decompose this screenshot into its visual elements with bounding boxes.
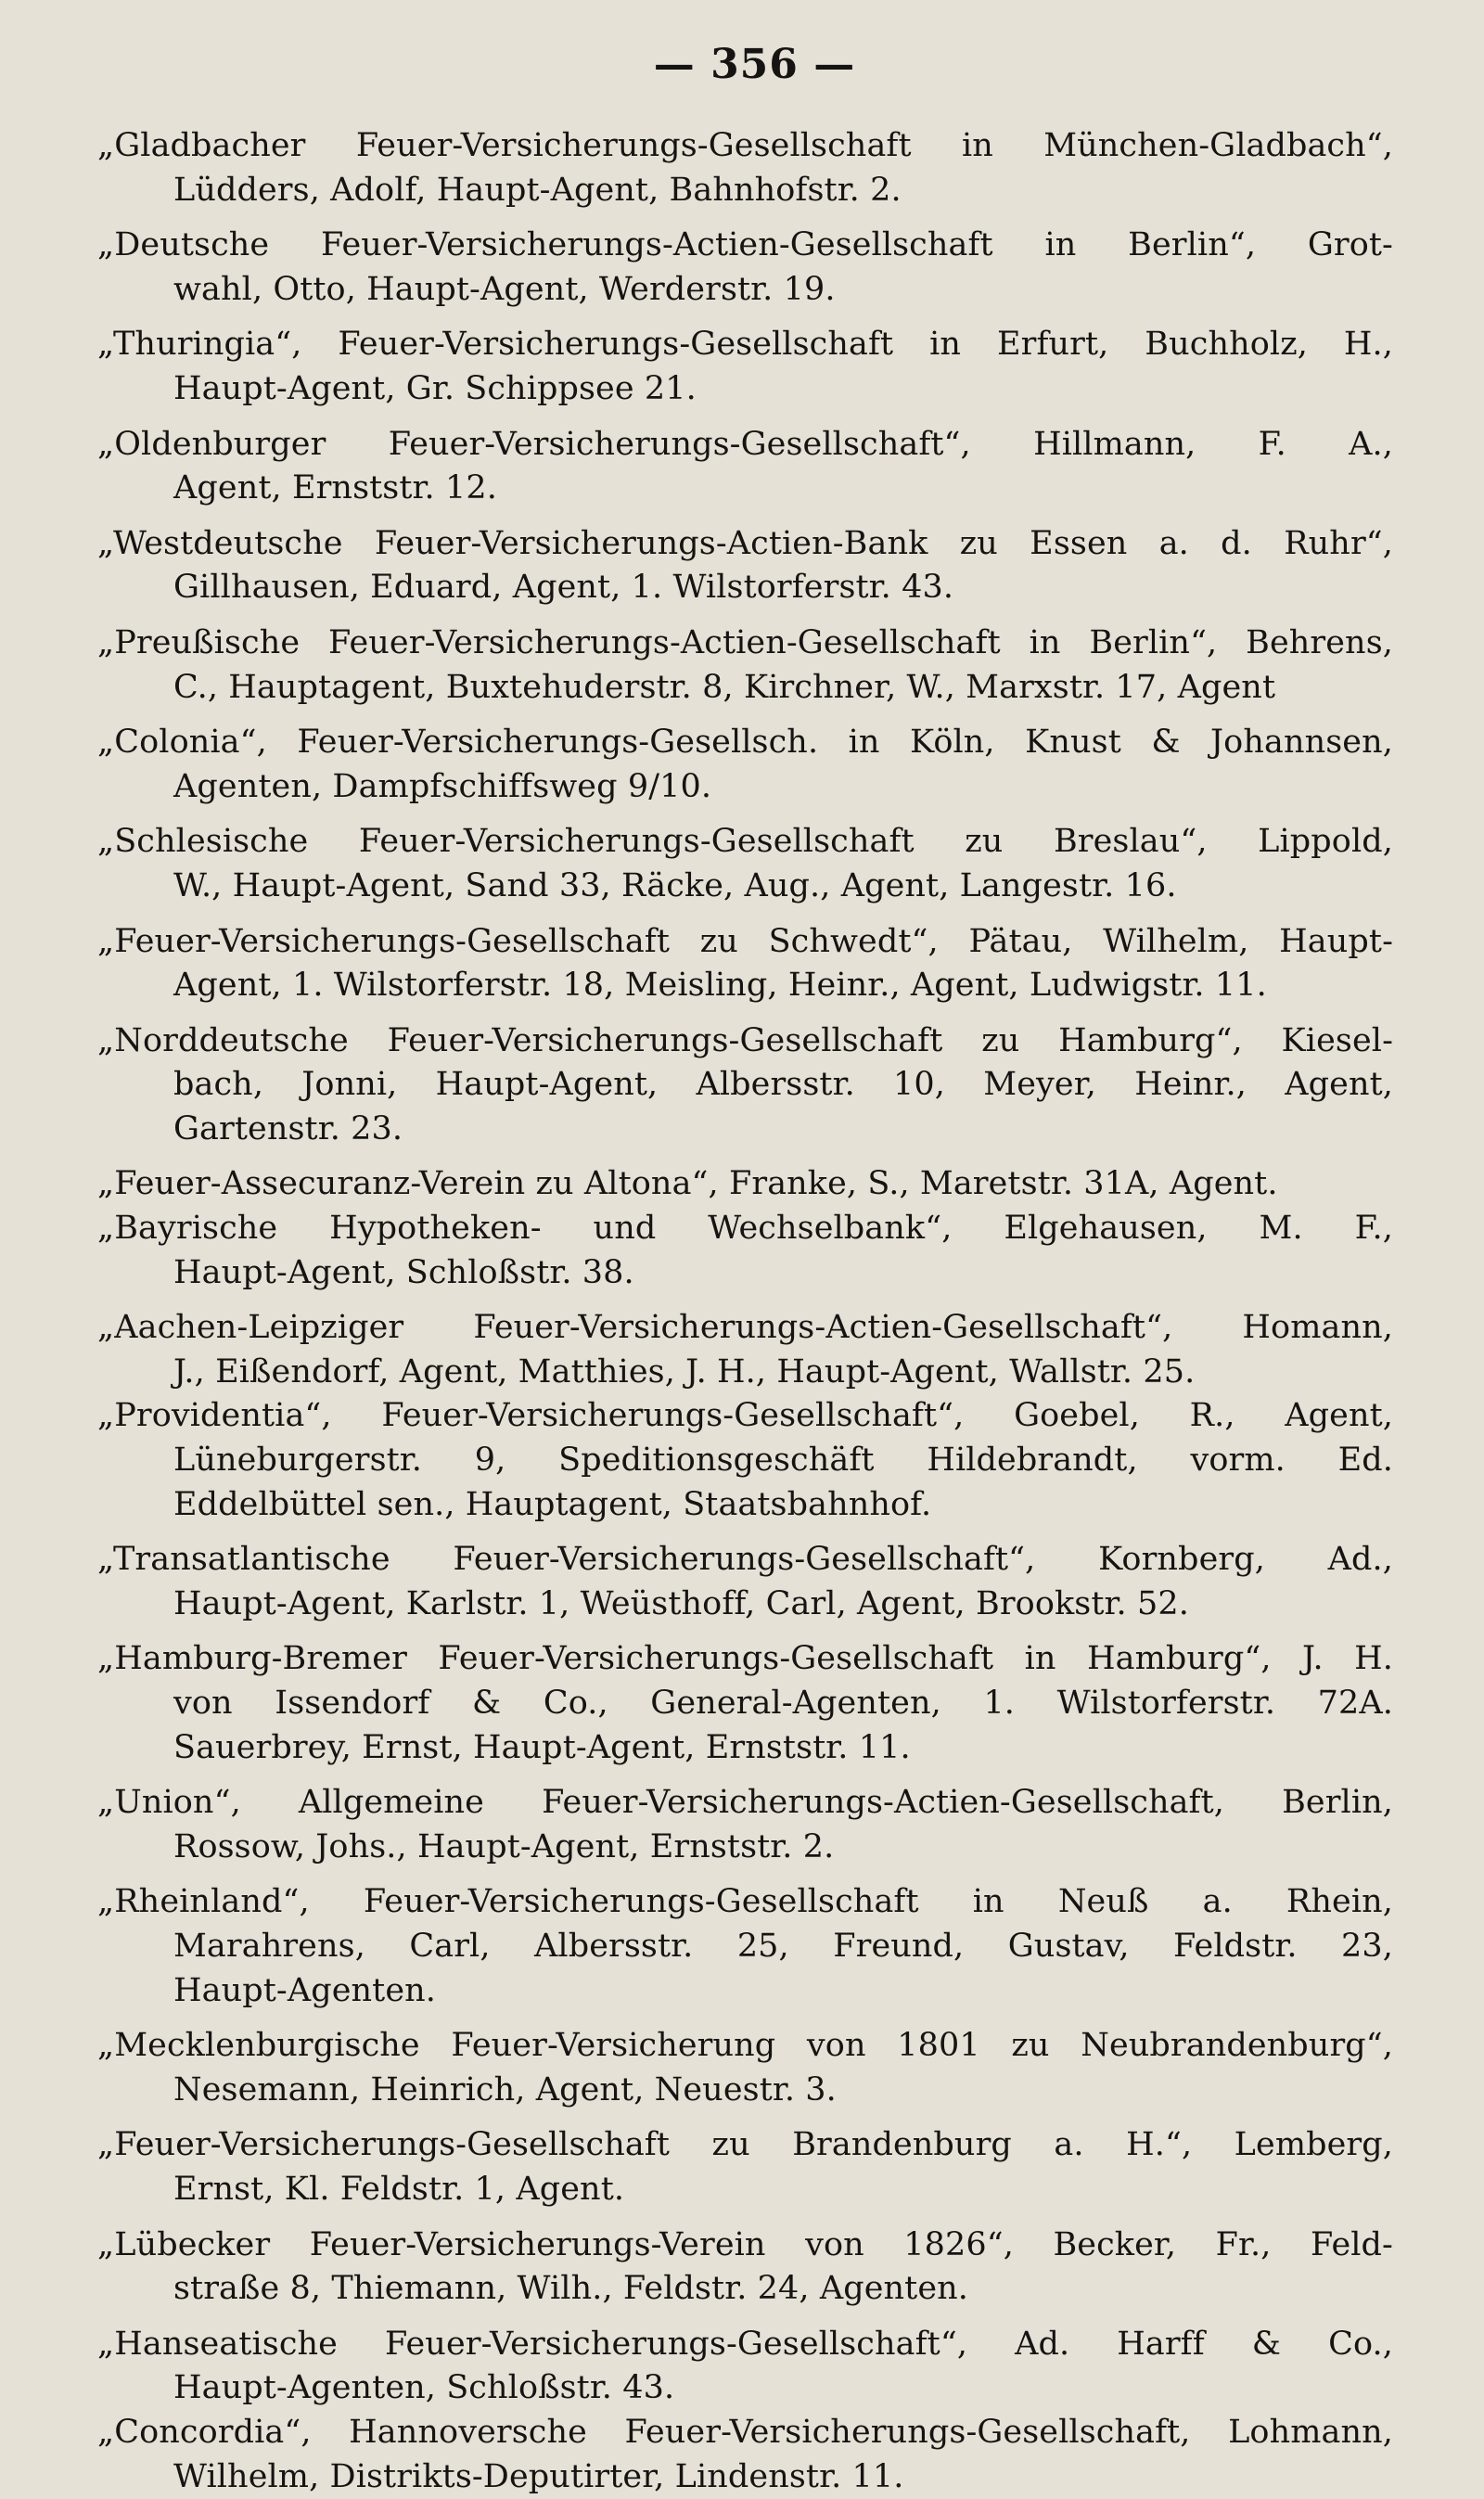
list-item <box>97 1538 1393 1626</box>
entry-heading-line: „Hanseatische Feuer-Versicherungs-Gesellschaft“, Ad. Harff & Co., <box>97 2323 1393 2367</box>
entry-heading-line: „Colonia“, Feuer-Versicherungs-Gesellsch. in Köln, Knust & Johannsen, <box>97 721 1393 765</box>
list-item <box>97 920 1393 1008</box>
entry-continuation-line: W., Haupt-Agent, Sand 33, Räcke, Aug., Agent, Langestr. 16. <box>97 865 1393 909</box>
entry-continuation-line: Lüneburgerstr. 9, Speditionsgeschäft Hildebrandt, vorm. Ed. <box>97 1439 1393 1483</box>
entry-continuation-line: Nesemann, Heinrich, Agent, Neuestr. 3. <box>97 2069 1393 2113</box>
list-item <box>97 2123 1393 2211</box>
entry-heading-line: „Feuer-Versicherungs-Gesellschaft zu Schwedt“, Pätau, Wilhelm, Haupt- <box>97 920 1393 965</box>
entry-heading-line: „Schlesische Feuer-Versicherungs-Gesellschaft zu Breslau“, Lippold, <box>97 820 1393 865</box>
entry-continuation-line: Haupt-Agent, Schloßstr. 38. <box>97 1251 1393 1296</box>
entry-heading-line: „Bayrische Hypotheken- und Wechselbank“, Elgehausen, M. F., <box>97 1207 1393 1251</box>
list-item <box>97 224 1393 312</box>
list-item <box>97 820 1393 908</box>
entry-heading-line: „Aachen-Leipziger Feuer-Versicherungs-Actien-Gesellschaft“, Homann, <box>97 1306 1393 1351</box>
list-item <box>97 721 1393 809</box>
list-item <box>97 2223 1393 2312</box>
entry-continuation-line: Gillhausen, Eduard, Agent, 1. Wilstorferstr. 43. <box>97 566 1393 610</box>
entry-heading-line: „Hamburg-Bremer Feuer-Versicherungs-Gesellschaft in Hamburg“, J. H. <box>97 1637 1393 1682</box>
entry-continuation-line: Wilhelm, Distrikts-Deputirter, Lindenstr. 11. <box>97 2455 1393 2499</box>
entry-continuation-line: wahl, Otto, Haupt-Agent, Werderstr. 19. <box>97 268 1393 313</box>
entry-continuation-line: Sauerbrey, Ernst, Haupt-Agent, Ernststr. 11. <box>97 1726 1393 1771</box>
list-item <box>97 323 1393 411</box>
entry-continuation-line: straße 8, Thiemann, Wilh., Feldstr. 24, Agenten. <box>97 2267 1393 2312</box>
entry-continuation-line: Agent, 1. Wilstorferstr. 18, Meisling, Heinr., Agent, Ludwigstr. 11. <box>97 964 1393 1008</box>
entry-heading-line: „Westdeutsche Feuer-Versicherungs-Actien-Bank zu Essen a. d. Ruhr“, <box>97 522 1393 567</box>
entry-heading-line: „Feuer-Versicherungs-Gesellschaft zu Brandenburg a. H.“, Lemberg, <box>97 2123 1393 2168</box>
entry-heading-line: „Union“, Allgemeine Feuer-Versicherungs-Actien-Gesellschaft, Berlin, <box>97 1781 1393 1826</box>
entry-heading-line: „Norddeutsche Feuer-Versicherungs-Gesellschaft zu Hamburg“, Kiesel- <box>97 1019 1393 1064</box>
list-item <box>97 1306 1393 1527</box>
list-item <box>97 1781 1393 1869</box>
entry-continuation-line: Rossow, Johs., Haupt-Agent, Ernststr. 2. <box>97 1826 1393 1870</box>
entry-continuation-line: Haupt-Agenten, Schloßstr. 43. <box>97 2366 1393 2411</box>
entry-continuation-line: J., Eißendorf, Agent, Matthies, J. H., Haupt-Agent, Wallstr. 25. <box>97 1351 1393 1395</box>
entry-continuation-line: Ernst, Kl. Feldstr. 1, Agent. <box>97 2168 1393 2212</box>
entry-continuation-line: Lüdders, Adolf, Haupt-Agent, Bahnhofstr. 2. <box>97 169 1393 213</box>
entry-heading-line: „Rheinland“, Feuer-Versicherungs-Gesellschaft in Neuß a. Rhein, <box>97 1880 1393 1925</box>
insurance-agent-list <box>97 124 1393 2499</box>
entry-heading-line: „Preußische Feuer-Versicherungs-Actien-Gesellschaft in Berlin“, Behrens, <box>97 622 1393 666</box>
entry-heading-line: „Transatlantische Feuer-Versicherungs-Gesellschaft“, Kornberg, Ad., <box>97 1538 1393 1583</box>
entry-heading-line: „Gladbacher Feuer-Versicherungs-Gesellschaft in München-Gladbach“, <box>97 124 1393 169</box>
entry-heading-line: „Deutsche Feuer-Versicherungs-Actien-Gesellschaft in Berlin“, Grot- <box>97 224 1393 268</box>
entry-continuation-line: Haupt-Agenten. <box>97 1969 1393 2014</box>
entry-continuation-line: Agenten, Dampfschiffsweg 9/10. <box>97 765 1393 810</box>
list-item <box>97 1162 1393 1295</box>
list-item <box>97 124 1393 212</box>
entry-continuation-line: Eddelbüttel sen., Hauptagent, Staatsbahnhof. <box>97 1483 1393 1528</box>
entry-continuation-line: Gartenstr. 23. <box>97 1108 1393 1152</box>
entry-continuation-line: Marahrens, Carl, Albersstr. 25, Freund, Gustav, Feldstr. 23, <box>97 1925 1393 1969</box>
entry-continuation-line: von Issendorf & Co., General-Agenten, 1. Wilstorferstr. 72A. <box>97 1682 1393 1726</box>
entry-heading-line: „Concordia“, Hannoversche Feuer-Versicherungs-Gesellschaft, Lohmann, <box>97 2411 1393 2455</box>
entry-continuation-line: bach, Jonni, Haupt-Agent, Albersstr. 10, Meyer, Heinr., Agent, <box>97 1063 1393 1108</box>
list-item <box>97 522 1393 610</box>
entry-heading-line: „Oldenburger Feuer-Versicherungs-Gesellschaft“, Hillmann, F. A., <box>97 423 1393 468</box>
entry-continuation-line: C., Hauptagent, Buxtehuderstr. 8, Kirchner, W., Marxstr. 17, Agent <box>97 666 1393 711</box>
list-item <box>97 2024 1393 2112</box>
entry-continuation-line: Haupt-Agent, Karlstr. 1, Weüsthoff, Carl, Agent, Brookstr. 52. <box>97 1583 1393 1627</box>
entry-heading-line: „Feuer-Assecuranz-Verein zu Altona“, Franke, S., Maretstr. 31A, Agent. <box>97 1162 1393 1207</box>
list-item <box>97 1880 1393 2013</box>
page-number: — 356 — <box>97 37 1393 93</box>
entry-heading-line: „Thuringia“, Feuer-Versicherungs-Gesellschaft in Erfurt, Buchholz, H., <box>97 323 1393 367</box>
list-item <box>97 1637 1393 1770</box>
list-item <box>97 622 1393 710</box>
list-item <box>97 1019 1393 1152</box>
entry-continuation-line: Haupt-Agent, Gr. Schippsee 21. <box>97 367 1393 412</box>
list-item <box>97 423 1393 511</box>
entry-heading-line: „Lübecker Feuer-Versicherungs-Verein von 1826“, Becker, Fr., Feld- <box>97 2223 1393 2268</box>
entry-heading-line: „Mecklenburgische Feuer-Versicherung von 1801 zu Neubrandenburg“, <box>97 2024 1393 2069</box>
entry-heading-line: „Providentia“, Feuer-Versicherungs-Gesellschaft“, Goebel, R., Agent, <box>97 1394 1393 1439</box>
list-item <box>97 2323 1393 2499</box>
entry-continuation-line: Agent, Ernststr. 12. <box>97 467 1393 511</box>
